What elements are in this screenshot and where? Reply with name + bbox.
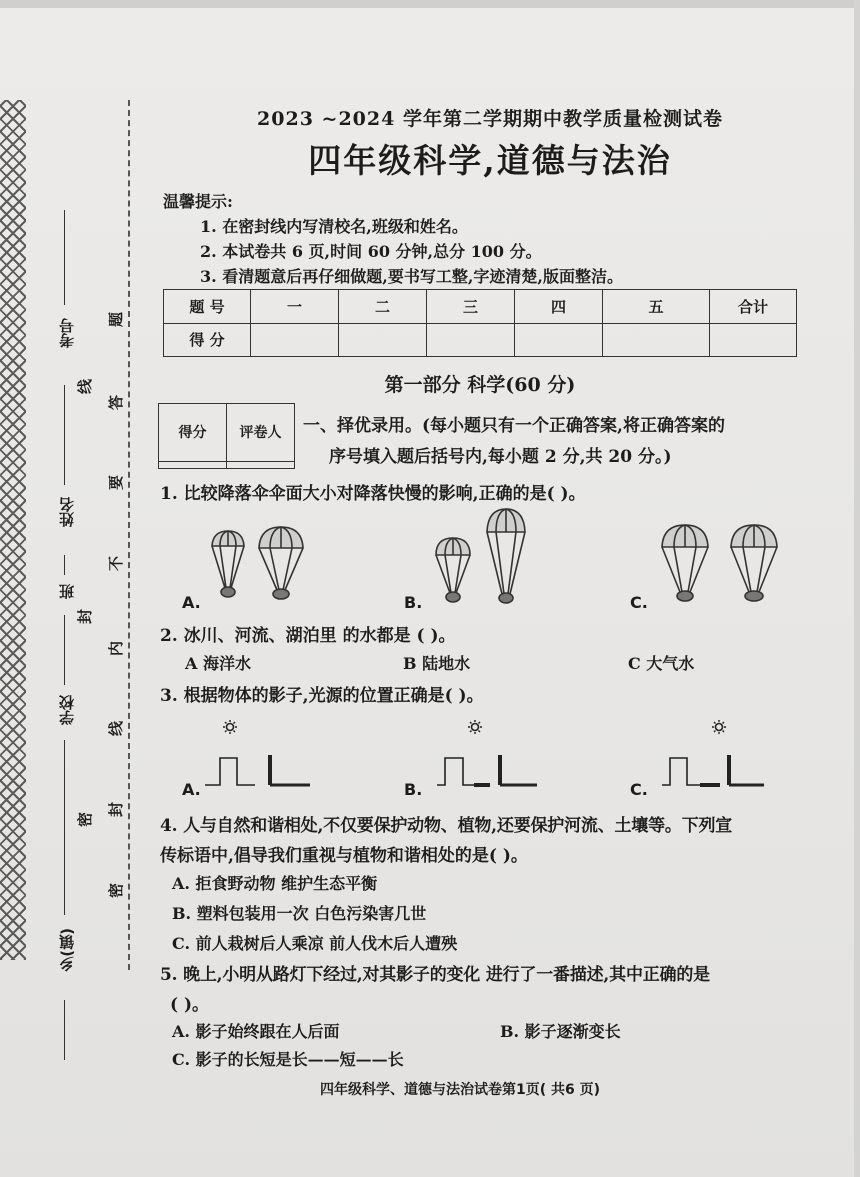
tip-item: 2. 本试卷共 6 页,时间 60 分钟,总分 100 分。 <box>200 242 542 261</box>
blank-town <box>64 740 65 915</box>
score-cell[interactable] <box>603 323 710 357</box>
q4-option-c[interactable]: C. 前人栽树后人乘凉 前人伐木后人遭殃 <box>172 934 458 953</box>
score-header-cell: 合计 <box>710 290 797 324</box>
score-cell[interactable] <box>251 323 339 357</box>
seal-char: 线 <box>76 378 95 395</box>
grader-name-cell[interactable] <box>227 461 295 469</box>
blank-exam-number <box>64 210 65 305</box>
score-header-cell: 四 <box>515 290 603 324</box>
blank-bottom <box>64 1000 65 1060</box>
q4-option-a[interactable]: A. 拒食野动物 维护生态平衡 <box>172 874 378 893</box>
light-source-figure-a <box>205 715 315 795</box>
label-name: 姓名 <box>58 497 76 527</box>
seal-char: 密 <box>107 882 126 899</box>
binding-stitch-pattern <box>0 100 26 960</box>
score-header-cell: 三 <box>427 290 515 324</box>
q5-option-b[interactable]: B. 影子逐渐变长 <box>500 1022 621 1041</box>
label-exam-number: 考号 <box>58 318 76 348</box>
question-4-line2: 传标语中,倡导我们重视与植物和谐相处的是( )。 <box>160 846 528 866</box>
q5-option-a[interactable]: A. 影子始终跟在人后面 <box>172 1022 340 1041</box>
score-header-cell: 一 <box>251 290 339 324</box>
section-instruction-line1: 一、择优录用。(每小题只有一个正确答案,将正确答案的 <box>303 416 725 436</box>
blank-name <box>64 385 65 485</box>
label-school: 学校 <box>58 695 76 725</box>
q1-option-c[interactable]: C. <box>630 593 648 612</box>
tips-heading: 温馨提示: <box>163 192 233 211</box>
parachute-figure-c <box>655 517 785 607</box>
q4-option-b[interactable]: B. 塑料包装用一次 白色污染害几世 <box>172 904 427 923</box>
q2-option-c[interactable]: C 大气水 <box>628 654 695 673</box>
score-header-cell: 五 <box>603 290 710 324</box>
grader-score-cell[interactable] <box>159 461 227 469</box>
score-header-cell: 二 <box>339 290 427 324</box>
q1-option-b[interactable]: B. <box>404 593 423 612</box>
score-header-cell: 题 号 <box>164 290 251 324</box>
q5-option-c[interactable]: C. 影子的长短是长——短——长 <box>172 1050 404 1069</box>
label-class: 班 <box>58 584 76 599</box>
page-fold <box>0 0 860 8</box>
question-5-line2: ( )。 <box>170 995 210 1015</box>
q2-option-b[interactable]: B 陆地水 <box>403 654 471 673</box>
seal-dashed-line <box>128 100 130 970</box>
seal-char: 要 <box>107 474 126 491</box>
score-cell[interactable] <box>339 323 427 357</box>
score-cell[interactable] <box>515 323 603 357</box>
seal-char: 内 <box>107 640 126 657</box>
question-3: 3. 根据物体的影子,光源的位置正确是( )。 <box>160 686 484 706</box>
grader-score-label: 得分 <box>159 404 227 462</box>
q2-option-a[interactable]: A 海洋水 <box>185 654 251 673</box>
parachute-figure-b <box>428 505 538 605</box>
seal-char: 答 <box>107 394 126 411</box>
blank-class <box>64 555 65 575</box>
score-table <box>163 289 797 357</box>
page-footer: 四年级科学、道德与法治试卷第1页( 共6 页) <box>320 1082 601 1098</box>
question-4-line1: 4. 人与自然和谐相处,不仅要保护动物、植物,还要保护河流、土壤等。下列宣 <box>160 816 733 836</box>
q3-option-b[interactable]: B. <box>404 780 423 799</box>
seal-char: 封 <box>107 801 126 818</box>
grader-name-label: 评卷人 <box>227 404 295 462</box>
q3-option-a[interactable]: A. <box>182 780 201 799</box>
section-instruction-line2: 序号填入题后括号内,每小题 2 分,共 20 分。) <box>329 447 672 467</box>
part-title: 第一部分 科学(60 分) <box>384 374 576 396</box>
question-5-line1: 5. 晚上,小明从路灯下经过,对其影子的变化 进行了一番描述,其中正确的是 <box>160 965 710 985</box>
question-2: 2. 冰川、河流、湖泊里 的水都是 ( )。 <box>160 626 456 646</box>
score-row-label: 得 分 <box>164 323 251 357</box>
q3-option-c[interactable]: C. <box>630 780 648 799</box>
page-edge <box>854 0 860 1177</box>
light-source-figure-b <box>432 715 542 795</box>
blank-school <box>64 615 65 685</box>
seal-char: 题 <box>107 311 126 328</box>
seal-char: 密 <box>76 811 95 828</box>
label-town: 乡(镇) <box>58 928 76 972</box>
question-1: 1. 比较降落伞伞面大小对降落快慢的影响,正确的是( )。 <box>160 484 586 504</box>
tip-item: 3. 看清题意后再仔细做题,要书写工整,字迹清楚,版面整洁。 <box>200 267 623 286</box>
tip-item: 1. 在密封线内写清校名,班级和姓名。 <box>200 217 468 236</box>
q1-option-a[interactable]: A. <box>182 593 201 612</box>
seal-char: 不 <box>107 555 126 572</box>
seal-char: 封 <box>76 608 95 625</box>
light-source-figure-c <box>662 715 772 795</box>
parachute-figure-a <box>205 520 325 610</box>
exam-title: 2023 ~2024 学年第二学期期中教学质量检测试卷 <box>257 108 723 130</box>
score-cell[interactable] <box>427 323 515 357</box>
grader-box <box>158 403 295 469</box>
subject-title: 四年级科学,道德与法治 <box>308 141 672 180</box>
score-cell[interactable] <box>710 323 797 357</box>
seal-char: 线 <box>107 720 126 737</box>
